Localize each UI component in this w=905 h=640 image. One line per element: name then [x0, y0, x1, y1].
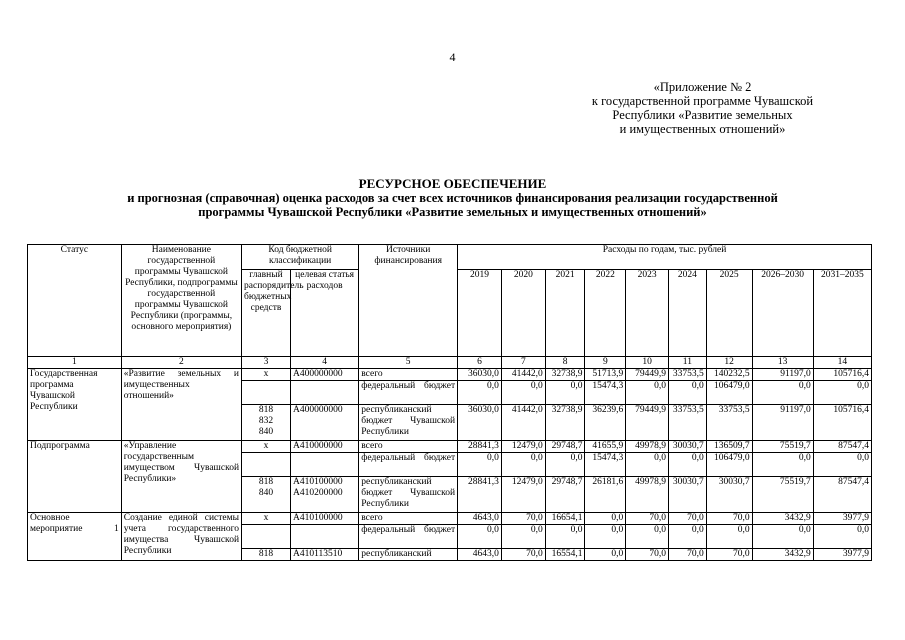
- cell-csr: А400000000: [290, 405, 358, 441]
- table-row: [28, 513, 872, 525]
- table-row: [28, 441, 872, 453]
- header-year: 2020: [501, 270, 545, 357]
- column-number: 7: [501, 357, 545, 369]
- cell-value: 3977,9: [813, 513, 871, 525]
- table-header: [28, 245, 872, 369]
- cell-source: всего: [359, 441, 458, 453]
- cell-value: 4643,0: [458, 549, 502, 561]
- cell-source: республиканский бюджет Чувашской Республики: [359, 405, 458, 441]
- cell-value: 70,0: [669, 513, 707, 525]
- cell-value: 70,0: [501, 513, 545, 525]
- document-title: РЕСУРСНОЕ ОБЕСПЕЧЕНИЕ: [358, 176, 547, 191]
- cell-csr: А410100000: [290, 513, 358, 525]
- cell-value: 140232,5: [706, 369, 752, 381]
- cell-value: 12479,0: [501, 477, 545, 513]
- cell-value: 32738,9: [545, 369, 585, 381]
- cell-value: 0,0: [669, 525, 707, 549]
- cell-value: 0,0: [501, 381, 545, 405]
- column-number: 9: [585, 357, 626, 369]
- cell-value: 36239,6: [585, 405, 626, 441]
- cell-source: всего: [359, 369, 458, 381]
- cell-csr: А410100000 А410200000: [290, 477, 358, 513]
- cell-value: 0,0: [501, 525, 545, 549]
- cell-value: 3432,9: [752, 513, 813, 525]
- cell-value: 0,0: [545, 381, 585, 405]
- cell-csr: А410113510: [290, 549, 358, 561]
- cell-csr: [290, 525, 358, 549]
- cell-value: 79449,9: [626, 405, 669, 441]
- cell-grbs: 818: [242, 549, 291, 561]
- cell-value: 0,0: [813, 525, 871, 549]
- cell-grbs: 818 840: [242, 477, 291, 513]
- cell-value: 105716,4: [813, 405, 871, 441]
- cell-grbs: [242, 525, 291, 549]
- header-name: Наименование государственной программы Чувашской Республики, подпрограммы государственной программы Чувашской Республики (программы, основного мероприятия): [121, 245, 241, 357]
- header-year: 2022: [585, 270, 626, 357]
- cell-value: 33753,5: [669, 369, 707, 381]
- column-number: 12: [706, 357, 752, 369]
- cell-status: Подпрограмма: [28, 441, 122, 513]
- cell-grbs: [242, 453, 291, 477]
- cell-value: 41442,0: [501, 405, 545, 441]
- cell-value: 26181,6: [585, 477, 626, 513]
- cell-source: республиканский: [359, 549, 458, 561]
- subtitle-line: и прогнозная (справочная) оценка расходов за счет всех источников финансирования реализации государственной: [127, 191, 778, 205]
- column-number: 2: [121, 357, 241, 369]
- page-number: 4: [449, 50, 456, 64]
- header-code-target: целевая статья расходов: [290, 270, 358, 357]
- cell-value: 75519,7: [752, 477, 813, 513]
- cell-value: 91197,0: [752, 369, 813, 381]
- column-number: 13: [752, 357, 813, 369]
- cell-value: 0,0: [752, 525, 813, 549]
- cell-source: всего: [359, 513, 458, 525]
- cell-value: 12479,0: [501, 441, 545, 453]
- cell-value: 15474,3: [585, 453, 626, 477]
- cell-grbs: x: [242, 441, 291, 453]
- column-number: 4: [290, 357, 358, 369]
- cell-value: 70,0: [706, 549, 752, 561]
- column-number: 3: [242, 357, 291, 369]
- cell-source: федеральный бюджет: [359, 525, 458, 549]
- header-year: 2024: [669, 270, 707, 357]
- cell-value: 75519,7: [752, 441, 813, 453]
- header-expenses: Расходы по годам, тыс. рублей: [458, 245, 872, 270]
- cell-value: 70,0: [626, 549, 669, 561]
- cell-value: 136509,7: [706, 441, 752, 453]
- cell-grbs: x: [242, 369, 291, 381]
- cell-value: 70,0: [669, 549, 707, 561]
- cell-value: 30030,7: [669, 477, 707, 513]
- cell-name: «Развитие земельных и имущественных отношений»: [121, 369, 241, 441]
- appendix-line: и имущественных отношений»: [619, 122, 786, 136]
- cell-value: 87547,4: [813, 477, 871, 513]
- cell-source: федеральный бюджет: [359, 381, 458, 405]
- cell-value: 30030,7: [669, 441, 707, 453]
- subtitle-line: программы Чувашской Республики «Развитие земельных и имущественных отношений»: [198, 205, 707, 219]
- cell-value: 0,0: [545, 525, 585, 549]
- cell-value: 36030,0: [458, 405, 502, 441]
- cell-value: 33753,5: [706, 405, 752, 441]
- header-year: 2031–2035: [813, 270, 871, 357]
- table-row: [28, 369, 872, 381]
- cell-value: 29748,7: [545, 477, 585, 513]
- cell-value: 0,0: [669, 453, 707, 477]
- document-subtitle: [60, 191, 845, 219]
- cell-value: 70,0: [626, 513, 669, 525]
- column-number: 6: [458, 357, 502, 369]
- cell-value: 0,0: [706, 525, 752, 549]
- cell-value: 0,0: [669, 381, 707, 405]
- cell-value: 0,0: [545, 453, 585, 477]
- cell-value: 70,0: [501, 549, 545, 561]
- header-code: Код бюджетной классификации: [242, 245, 359, 270]
- column-number: 5: [359, 357, 458, 369]
- column-number: 10: [626, 357, 669, 369]
- cell-value: 106479,0: [706, 381, 752, 405]
- header-status: Статус: [28, 245, 122, 357]
- header-year: 2026–2030: [752, 270, 813, 357]
- cell-csr: [290, 453, 358, 477]
- column-number: 1: [28, 357, 122, 369]
- appendix-line: Республики «Развитие земельных: [612, 108, 793, 122]
- cell-value: 4643,0: [458, 513, 502, 525]
- cell-value: 41655,9: [585, 441, 626, 453]
- cell-value: 0,0: [585, 513, 626, 525]
- cell-value: 0,0: [626, 381, 669, 405]
- cell-grbs: 818 832 840: [242, 405, 291, 441]
- cell-value: 0,0: [458, 381, 502, 405]
- header-code-main: главный распорядитель бюджетных средств: [242, 270, 291, 357]
- header-sources: Источники финансирования: [359, 245, 458, 357]
- cell-grbs: x: [242, 513, 291, 525]
- cell-csr: А400000000: [290, 369, 358, 381]
- cell-value: 3977,9: [813, 549, 871, 561]
- cell-value: 15474,3: [585, 381, 626, 405]
- cell-value: 49978,9: [626, 441, 669, 453]
- column-numbers-row: [28, 357, 872, 369]
- column-number: 8: [545, 357, 585, 369]
- cell-value: 0,0: [458, 453, 502, 477]
- appendix-line: «Приложение № 2: [653, 80, 752, 94]
- table-body: [28, 369, 872, 561]
- cell-value: 33753,5: [669, 405, 707, 441]
- cell-value: 3432,9: [752, 549, 813, 561]
- cell-status: Основное мероприятие 1: [28, 513, 122, 561]
- cell-value: 36030,0: [458, 369, 502, 381]
- cell-value: 87547,4: [813, 441, 871, 453]
- cell-value: 16554,1: [545, 549, 585, 561]
- cell-value: 0,0: [752, 381, 813, 405]
- cell-csr: А410000000: [290, 441, 358, 453]
- cell-value: 0,0: [501, 453, 545, 477]
- cell-value: 91197,0: [752, 405, 813, 441]
- cell-value: 105716,4: [813, 369, 871, 381]
- cell-value: 0,0: [585, 549, 626, 561]
- header-year: 2019: [458, 270, 502, 357]
- cell-source: федеральный бюджет: [359, 453, 458, 477]
- column-number: 14: [813, 357, 871, 369]
- appendix-line: к государственной программе Чувашской: [591, 94, 814, 108]
- cell-value: 0,0: [752, 453, 813, 477]
- cell-value: 49978,9: [626, 477, 669, 513]
- cell-value: 29748,7: [545, 441, 585, 453]
- cell-value: 30030,7: [706, 477, 752, 513]
- cell-value: 28841,3: [458, 441, 502, 453]
- cell-value: 106479,0: [706, 453, 752, 477]
- column-number: 11: [669, 357, 707, 369]
- cell-value: 32738,9: [545, 405, 585, 441]
- header-year: 2023: [626, 270, 669, 357]
- header-year: 2025: [706, 270, 752, 357]
- cell-value: 0,0: [626, 453, 669, 477]
- resource-table: [27, 244, 872, 561]
- cell-value: 0,0: [813, 381, 871, 405]
- cell-csr: [290, 381, 358, 405]
- cell-value: 0,0: [813, 453, 871, 477]
- cell-value: 0,0: [458, 525, 502, 549]
- cell-status: Государственная программа Чувашской Республики: [28, 369, 122, 441]
- appendix-note: [575, 80, 830, 136]
- cell-grbs: [242, 381, 291, 405]
- cell-value: 70,0: [706, 513, 752, 525]
- cell-value: 51713,9: [585, 369, 626, 381]
- cell-source: республиканский бюджет Чувашской Республики: [359, 477, 458, 513]
- cell-value: 28841,3: [458, 477, 502, 513]
- header-year: 2021: [545, 270, 585, 357]
- cell-value: 16654,1: [545, 513, 585, 525]
- cell-value: 79449,9: [626, 369, 669, 381]
- cell-value: 41442,0: [501, 369, 545, 381]
- cell-value: 0,0: [585, 525, 626, 549]
- cell-value: 0,0: [626, 525, 669, 549]
- cell-name: Создание единой системы учета государственного имущества Чувашской Республики: [121, 513, 241, 561]
- cell-name: «Управление государственным имуществом Чувашской Республики»: [121, 441, 241, 513]
